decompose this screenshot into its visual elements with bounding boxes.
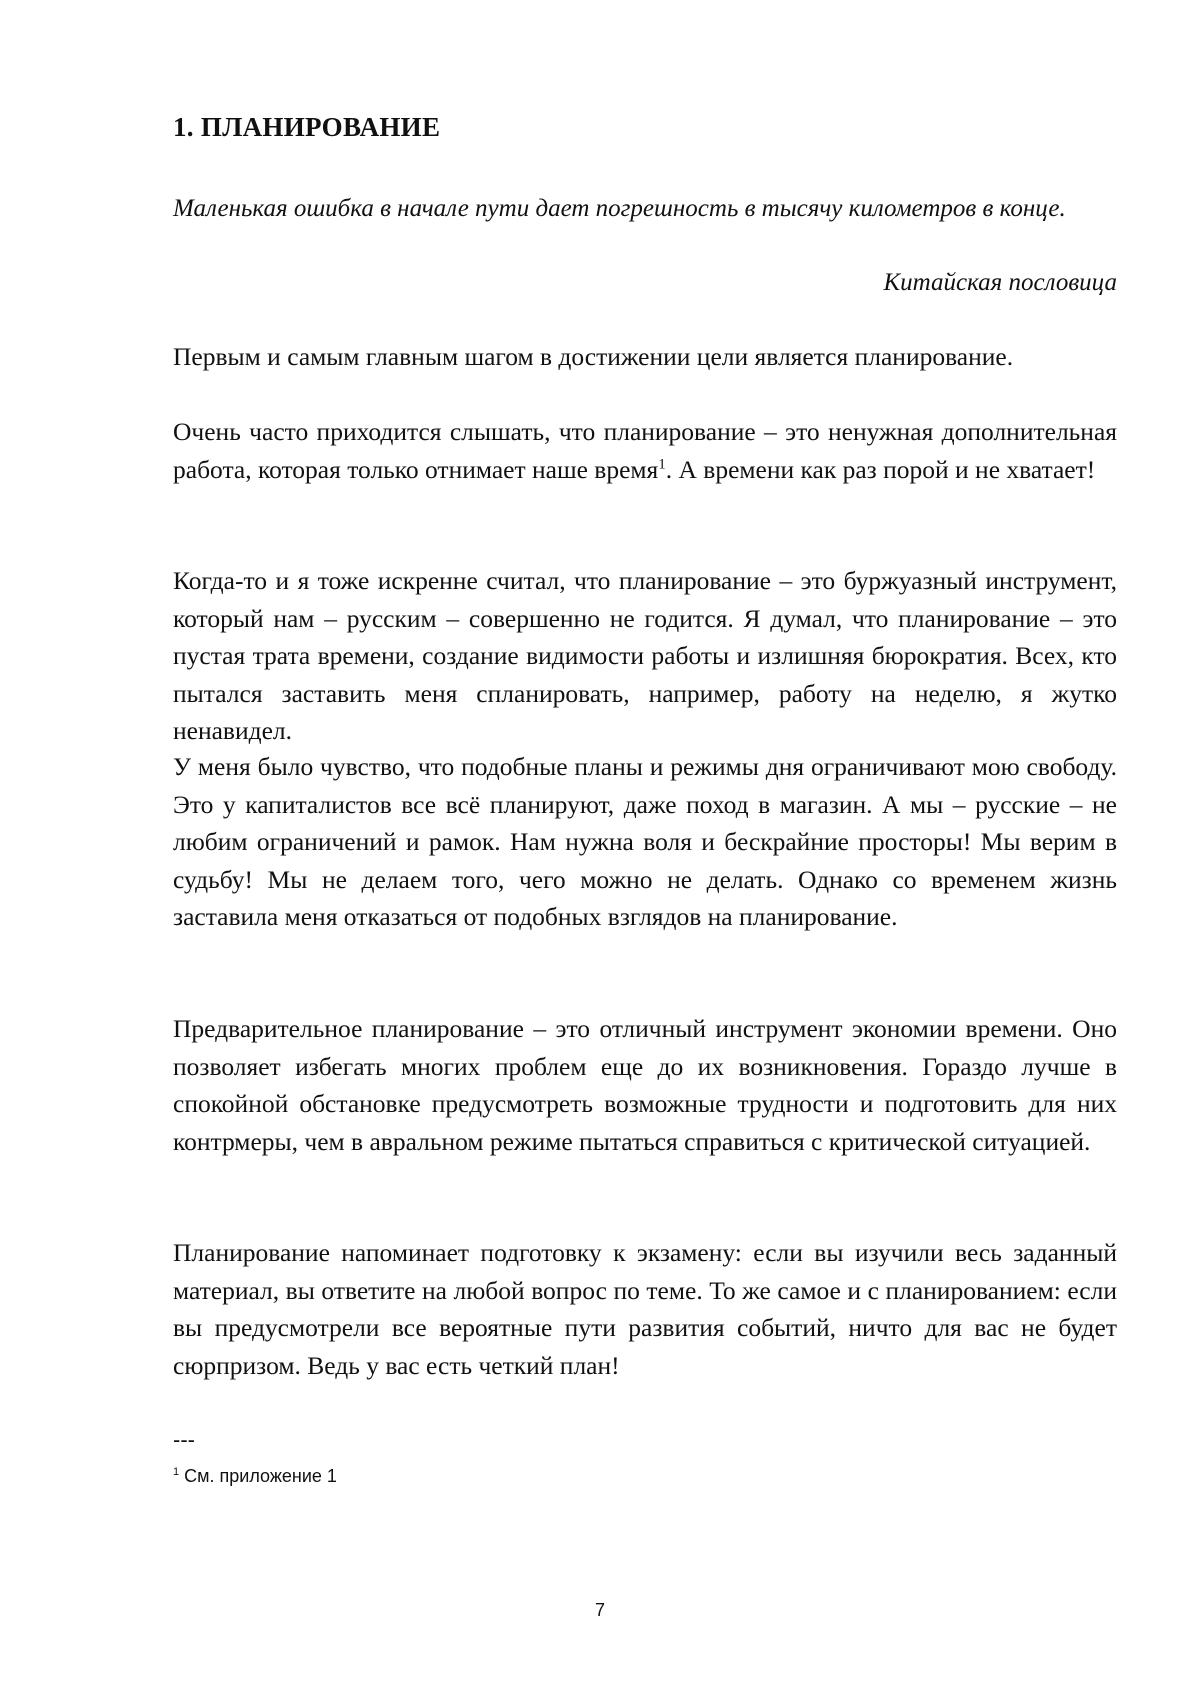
- footnote: [173, 1466, 337, 1487]
- paragraph-text: Очень часто приходится слышать, что планирование – это ненужная дополнительная работа, которая только отнимает наше время: [173, 417, 1117, 484]
- paragraph: У меня было чувство, что подобные планы и режимы дня ограничивают мою свободу. Это у капиталистов все всё планируют, даже поход в магазин. А мы – русские – не любим ограничений и рамок. Нам нужна воля и бескрайние просторы! Мы верим в судьбу! Мы не делаем того, чего можно не делать. Однако со временем жизнь заставила меня отказаться от подобных взглядов на планирование.: [173, 752, 1117, 931]
- epigraph-source: Китайская пословица: [883, 269, 1117, 296]
- footnote-text: См. приложение 1: [179, 1466, 337, 1486]
- footnote-mark: 1: [173, 1466, 180, 1478]
- page-number: 7: [594, 1600, 605, 1620]
- paragraph: Когда-то и я тоже искренне считал, что планирование – это буржуазный инструмент, который нам – русским – совершенно не годится. Я думал, что планирование – это пустая трата времени, создание видимости работы и излишняя бюрократия. Всех, кто пытался заставить меня спланировать, например, работу на неделю, я жутко ненавидел.: [173, 566, 1117, 745]
- paragraph: [173, 413, 1117, 488]
- footnote-reference[interactable]: 1: [658, 456, 666, 472]
- paragraph: Планирование напоминает подготовку к экзамену: если вы изучили весь заданный материал, вы ответите на любой вопрос по теме. То же самое и с планированием: если вы предусмотрели все вероятные пути развития событий, ничто для вас не будет сюрпризом. Ведь у вас есть четкий план!: [173, 1238, 1117, 1380]
- paragraph: Предварительное планирование – это отличный инструмент экономии времени. Оно позволяет избегать многих проблем еще до их возникновения. Гораздо лучше в спокойной обстановке предусмотреть возможные трудности и подготовить для них контрмеры, чем в авральном режиме пытаться справиться с критической ситуацией.: [173, 1014, 1117, 1156]
- paragraph: Первым и самым главным шагом в достижении цели является планирование.: [173, 342, 1014, 371]
- footnote-separator: ---: [173, 1427, 195, 1452]
- paragraph-text-continued: . А времени как раз порой и не хватает!: [665, 454, 1096, 484]
- chapter-heading: 1. ПЛАНИРОВАНИЕ: [173, 112, 441, 142]
- epigraph-quote: Маленькая ошибка в начале пути дает погрешность в тысячу километров в конце.: [173, 195, 1066, 222]
